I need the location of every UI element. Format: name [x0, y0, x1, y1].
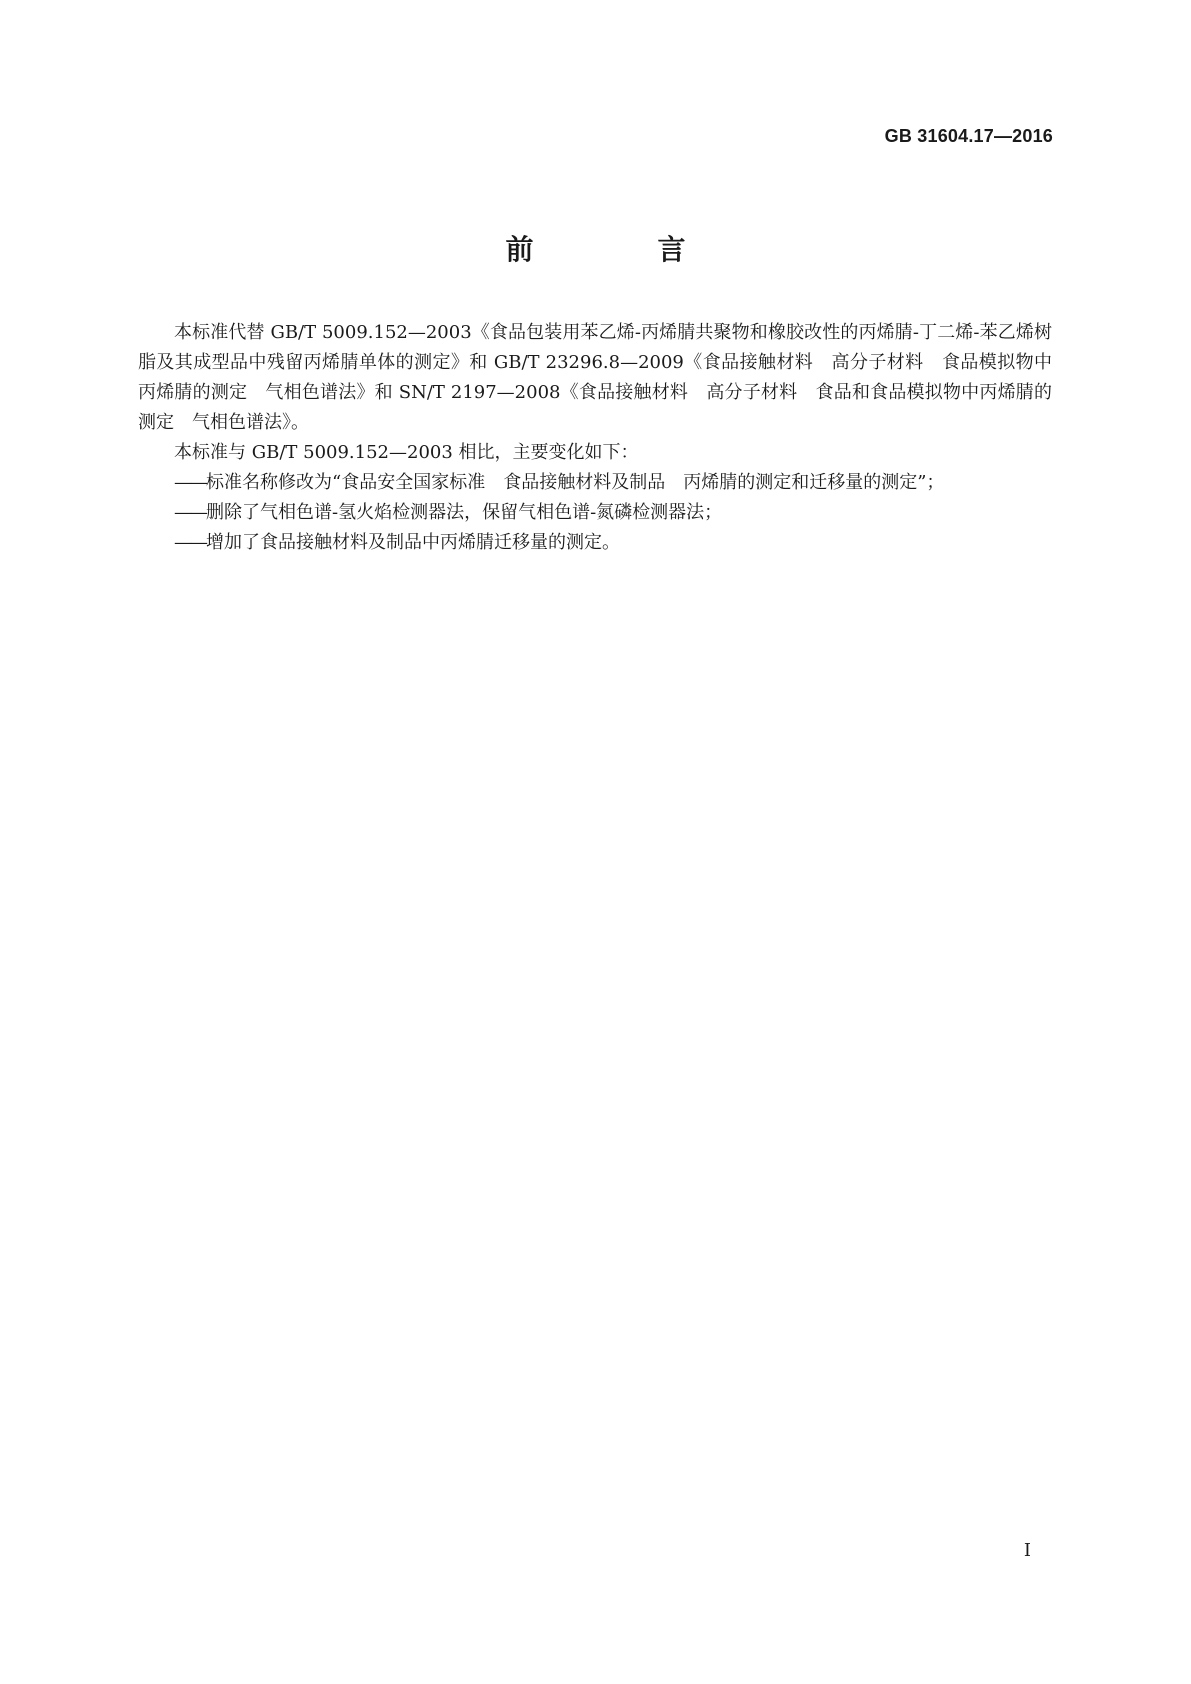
paragraph-replacement: 本标准代替 GB/T 5009.152—2003《食品包装用苯乙烯-丙烯腈共聚物和橡胶改性的丙烯腈-丁二烯-苯乙烯树脂及其成型品中残留丙烯腈单体的测定》和 GB/T 23296.8—2009《食品接触材料 高分子材料 食品模拟物中丙烯腈的测定 气相色谱法》和 SN/T 2197—2008《食品接触材料 高分子材料 食品和食品模拟物中丙烯腈的测定 气相色谱法》。: [138, 322, 1052, 433]
list-item-text: 标准名称修改为“食品安全国家标准 食品接触材料及制品 丙烯腈的测定和迁移量的测定”；: [206, 472, 945, 493]
dash-marker: ——: [174, 502, 206, 523]
list-item-text: 删除了气相色谱-氢火焰检测器法，保留气相色谱-氮磷检测器法；: [206, 502, 723, 523]
dash-marker: ——: [174, 472, 206, 493]
paragraph-changes-intro: 本标准与 GB/T 5009.152—2003 相比，主要变化如下：: [174, 442, 639, 463]
list-item: [138, 498, 1052, 528]
page-title: 前 言: [505, 233, 734, 266]
list-item-text: 增加了食品接触材料及制品中丙烯腈迁移量的测定。: [206, 532, 620, 553]
dash-marker: ——: [174, 532, 206, 553]
list-item: [138, 528, 1052, 558]
standard-code: GB 31604.17—2016: [884, 126, 1053, 146]
list-item: [138, 468, 1052, 498]
document-body: [138, 318, 1052, 558]
page-number: I: [1023, 1540, 1031, 1561]
